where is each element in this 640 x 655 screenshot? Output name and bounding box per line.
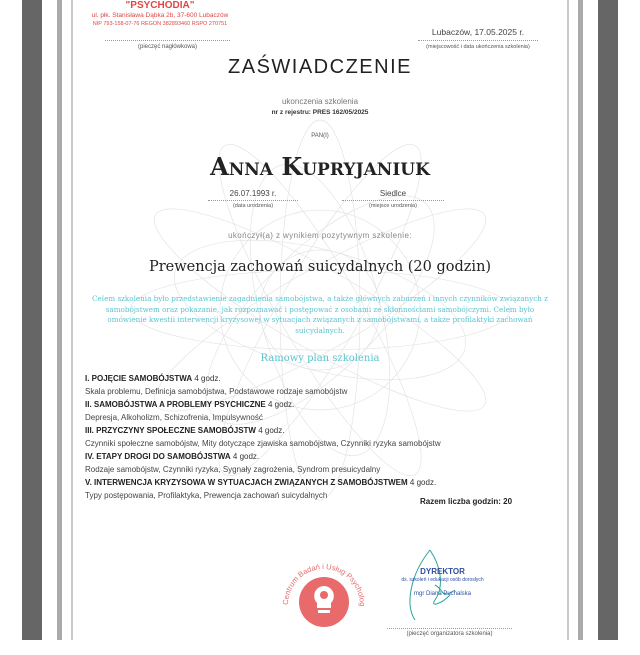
birth-place: Siedlce: [379, 189, 407, 198]
module-title: I. POJĘCIE SAMOBÓJSTWA: [85, 374, 193, 383]
org-address: ul. płk. Stanisława Dąbka 2b, 37-600 Lubaczów: [91, 12, 229, 19]
certificate-title: ZAŚWIADCZENIE: [228, 56, 412, 78]
register-number: nr z rejestru: PRES 162/05/2025: [271, 109, 369, 116]
frame-border-right: [598, 0, 618, 640]
place-date: Lubaczów, 17.05.2025 r.: [431, 27, 525, 37]
header-stamp-caption: (pieczęć nagłówkowa): [105, 40, 230, 50]
place-date-caption: (miejscowość i data ukończenia szkolenia): [418, 40, 538, 50]
frame-line-left: [57, 0, 62, 640]
module-hours: 4 godz.: [194, 374, 221, 383]
certificate-subtitle: ukonczenia szkolenia: [281, 97, 359, 106]
lightbulb-stamp-icon: [274, 550, 374, 650]
frame-border-left: [22, 0, 42, 640]
completed-text: ukończył(a) z wynikiem pozytywnym szkolenie:: [228, 231, 412, 240]
signature-scribble: [400, 545, 460, 625]
course-description: Celem szkolenia było przedstawienie zagadnienia samobójstwa, a także głównych zaburzeń i innych czynników związanych z samobójstwem oraz pokazanie, jak rozpoznawać i postępować z osobami ze skłonnościami samobójczymi. Celem było omówienie kwestii interwencji kryzysowej w sytuacjach związanych z samobójstwami, a także profilaktyki zachowań suicydalnych.: [92, 294, 548, 335]
module-topics: Depresja, Alkoholizm, Schizofrenia, Impulsywność: [85, 413, 263, 422]
module-topics: Typy postępowania, Profilaktyka, Prewencja zachowań suicydalnych: [85, 491, 328, 500]
svg-text:Centrum Badań i Usług Psycholo: Centrum Badań i Usług Psycholog: [280, 561, 368, 607]
module-hours: 4 godz.: [409, 478, 437, 487]
module-title: IV. ETAPY DROGI DO SAMOBÓJSTWA: [85, 452, 231, 461]
module-topics: Rodzaje samobójstw, Czynniki ryzyka, Sygnały zagrożenia, Syndrom presuicydalny: [85, 465, 381, 474]
signatory-role-detail: ds. szkoleń i edukacji osób dorosłych: [401, 577, 484, 583]
plan-module: [85, 476, 565, 489]
total-hours: Razem liczba godzin: 20: [420, 497, 513, 506]
plan-module: [85, 424, 565, 437]
frame-thin-left: [71, 0, 73, 640]
salutation: PAN(I): [311, 133, 329, 139]
org-name: "PSYCHODIA": [125, 0, 195, 11]
signatory-role: DYREKTOR: [420, 567, 465, 576]
course-title: Prewencja zachowań suicydalnych (20 godzin): [148, 259, 492, 275]
module-topics: Czynniki społeczne samobójstw, Mity dotyczące zjawiska samobójstwa, Czynniki ryzyka samobójstw: [85, 439, 441, 448]
org-ids: NIP 793-158-07-76 REGON 382893460 RSPO 270751: [92, 21, 228, 27]
recipient-name: Anna Kupryjaniuk: [210, 152, 430, 181]
frame-thin-right: [567, 0, 569, 640]
training-plan: [85, 372, 565, 502]
module-title: V. INTERWENCJA KRYZYSOWA W SYTUACJACH ZWIĄZANYCH Z SAMOBÓJSTWEM: [85, 478, 408, 487]
module-topics: Skala problemu, Definicja samobójstwa, Podstawowe rodzaje samobójstw: [85, 387, 348, 396]
birth-date: 26.07.1993 r.: [229, 189, 277, 198]
module-hours: 4 godz.: [258, 426, 285, 435]
plan-module: [85, 372, 565, 385]
signatory-name: mgr Diana Puchalska: [413, 591, 472, 597]
plan-module: [85, 450, 565, 463]
organization-stamp: [274, 550, 374, 650]
frame-line-right: [578, 0, 583, 640]
module-hours: 4 godz.: [232, 452, 260, 461]
module-title: II. SAMOBÓJSTWA A PROBLEMY PSYCHICZNE: [85, 400, 266, 409]
organizer-stamp-caption: (pieczęć organizatora szkolenia): [387, 628, 512, 637]
birth-date-caption: (data urodzenia): [208, 200, 298, 209]
plan-module: [85, 398, 565, 411]
plan-title: Ramowy plan szkolenia: [260, 353, 380, 364]
module-title: III. PRZYCZYNY SPOŁECZNE SAMOBÓJSTW: [85, 426, 256, 435]
module-hours: 4 godz.: [268, 400, 295, 409]
birth-place-caption: (miejsce urodzenia): [342, 200, 444, 209]
